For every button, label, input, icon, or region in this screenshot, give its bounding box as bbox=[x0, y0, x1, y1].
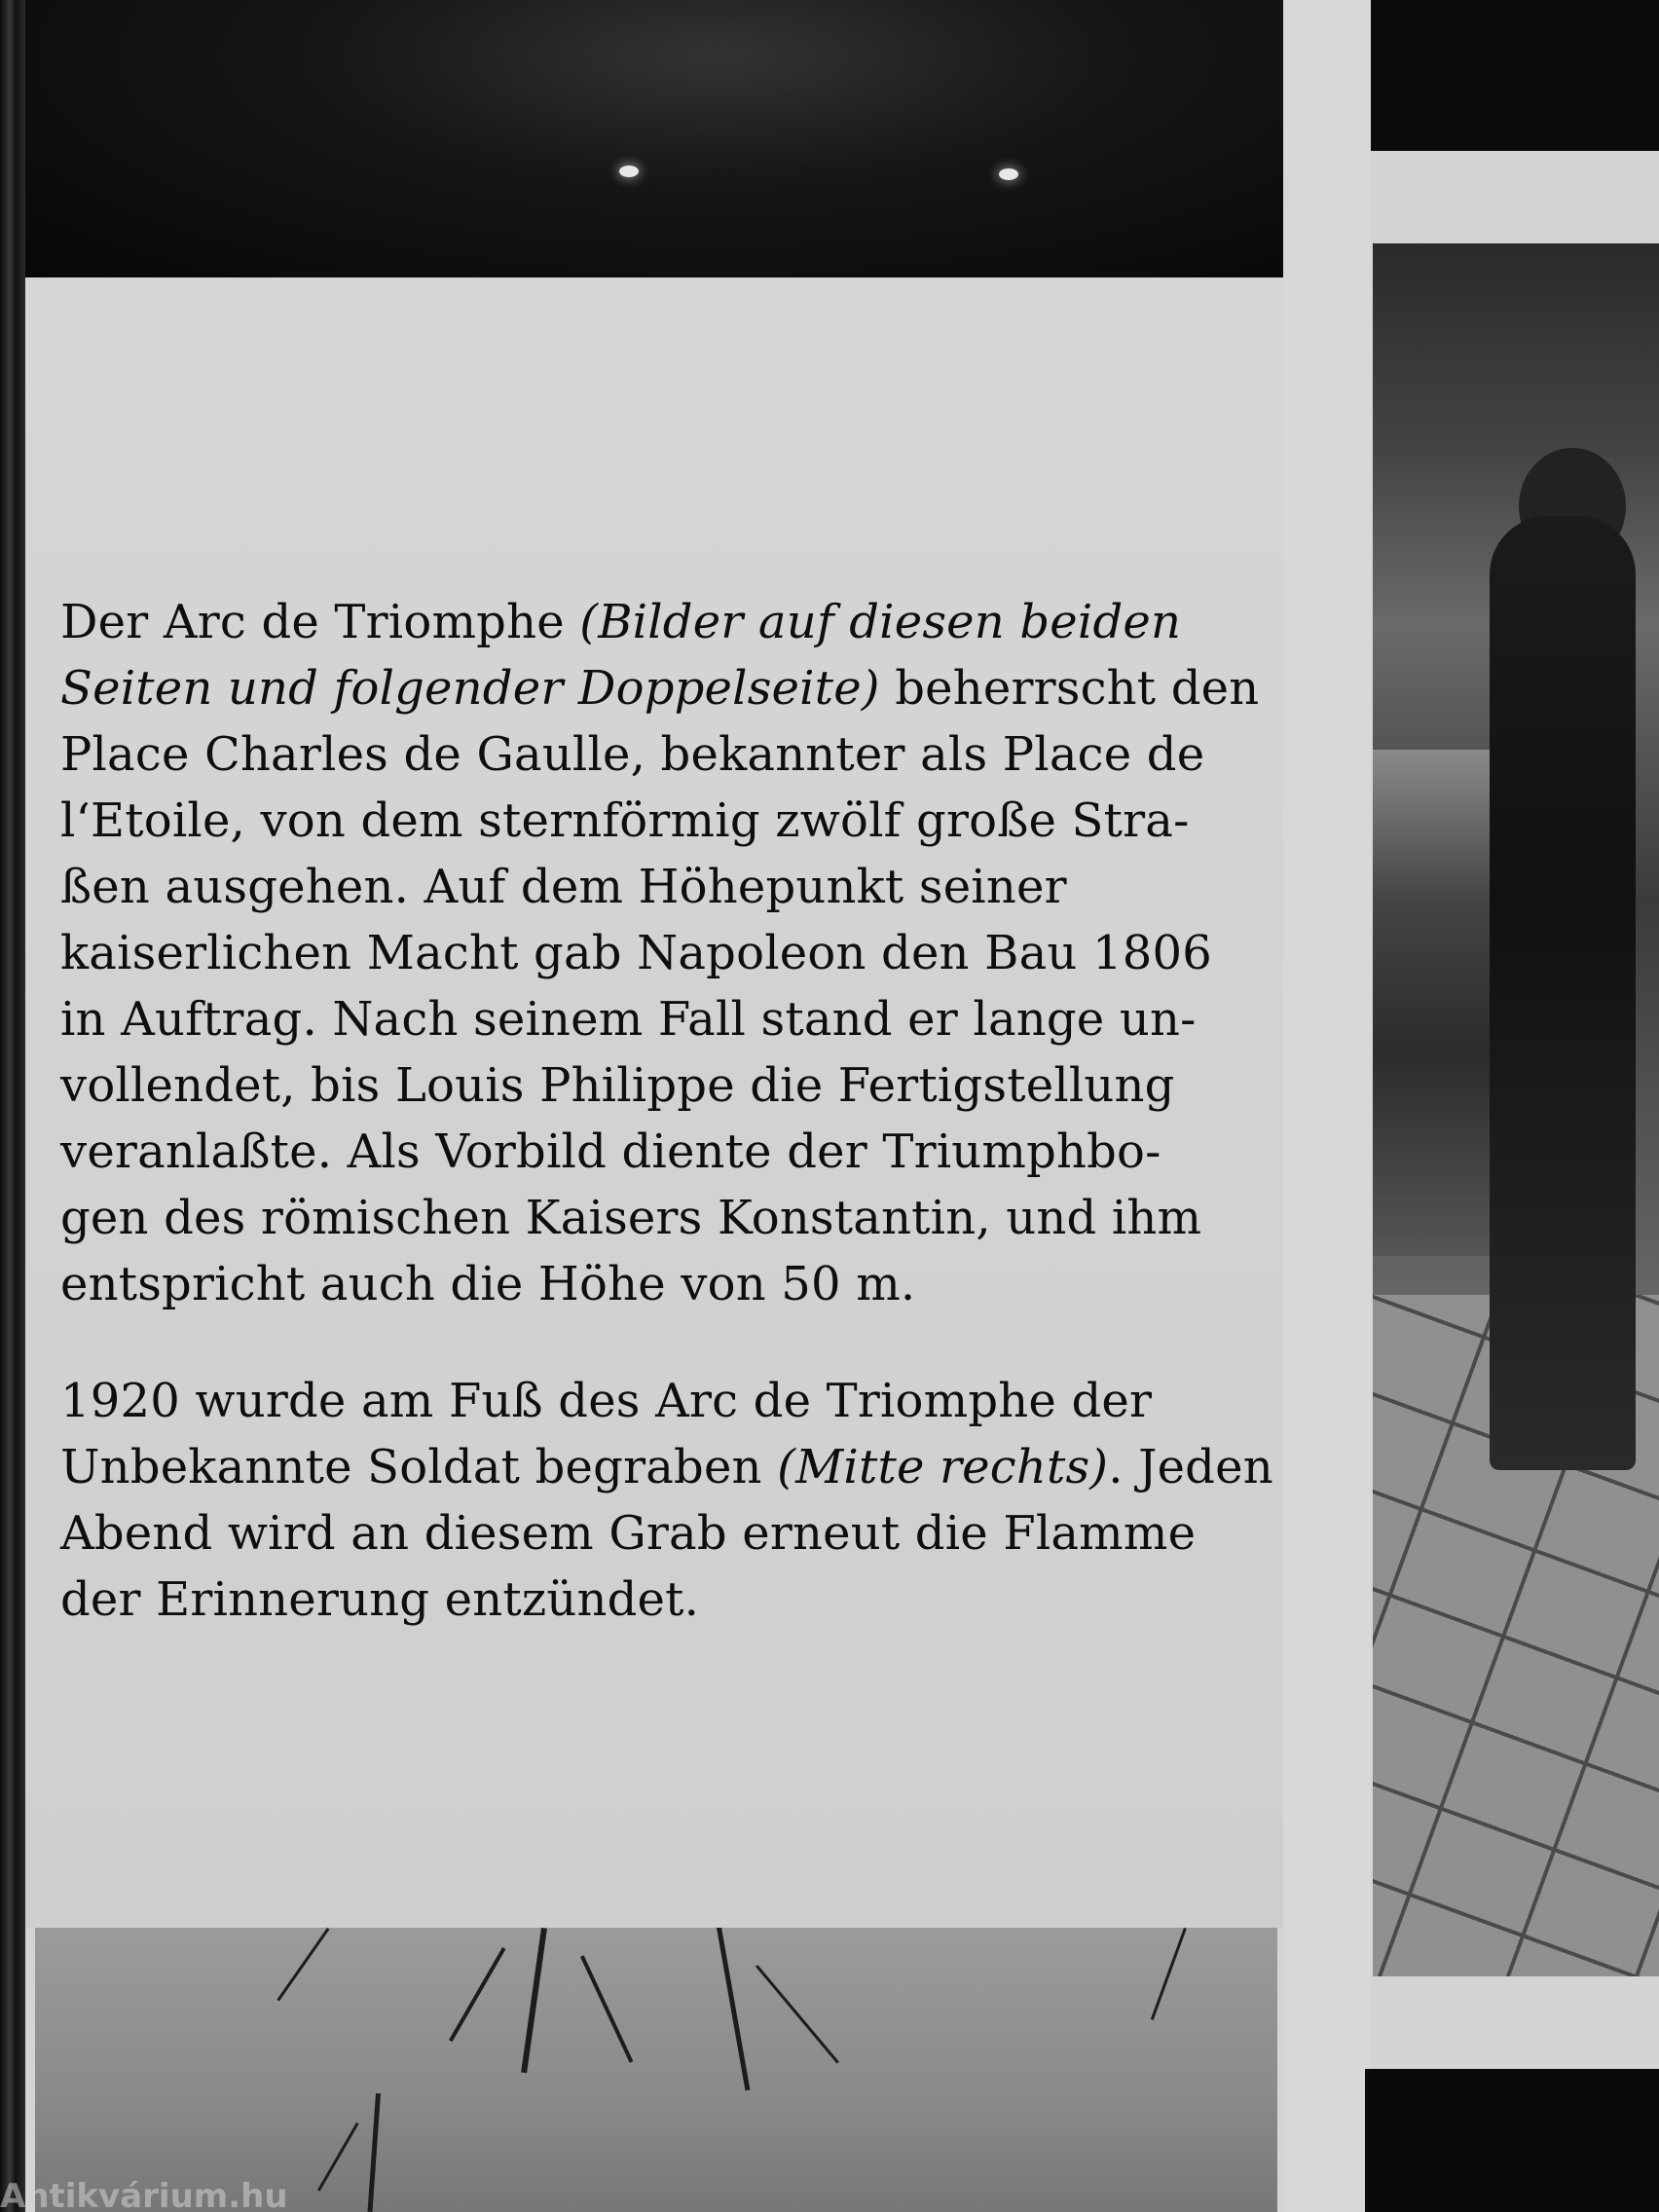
watermark: Antikvárium.hu bbox=[0, 2177, 288, 2212]
tree-branch bbox=[276, 1928, 329, 2001]
text-line bbox=[60, 655, 1287, 721]
right-gutter bbox=[1283, 0, 1371, 2212]
standing-person bbox=[1490, 516, 1636, 1470]
text-line: ßen ausgehen. Auf dem Höhepunkt seiner bbox=[60, 860, 1067, 914]
left-edge-photo bbox=[0, 0, 25, 2212]
text-line: in Auftrag. Nach seinem Fall stand er lange un- bbox=[60, 992, 1197, 1047]
bottom-trees-photo bbox=[35, 1928, 1277, 2212]
text-line bbox=[60, 589, 1287, 655]
italic-span: (Mitte rechts) bbox=[777, 1440, 1109, 1494]
paragraph-arc-de-triomphe bbox=[60, 589, 1287, 1317]
tree-branch bbox=[367, 2093, 380, 2212]
text-line bbox=[60, 1434, 1287, 1500]
tree-branch bbox=[521, 1928, 547, 2073]
text-line: kaiserlichen Macht gab Napoleon den Bau 1806 bbox=[60, 926, 1212, 980]
text-panel bbox=[25, 277, 1283, 1928]
text-span: . Jeden bbox=[1108, 1440, 1273, 1494]
right-top-photo bbox=[1371, 0, 1659, 151]
tree-branch bbox=[717, 1928, 750, 2090]
text-line: Abend wird an diesem Grab erneut die Flamme bbox=[60, 1506, 1197, 1561]
text-span: beherrscht den bbox=[879, 661, 1260, 716]
text-line: 1920 wurde am Fuß des Arc de Triomphe der bbox=[60, 1374, 1153, 1428]
tree-branch bbox=[1151, 1928, 1187, 2020]
right-bottom-photo bbox=[1365, 2069, 1659, 2212]
italic-span: Seiten und folgender Doppelseite) bbox=[60, 661, 880, 716]
tree-branch bbox=[317, 2122, 359, 2192]
right-street-photo bbox=[1373, 243, 1659, 1976]
tree-branch bbox=[580, 1955, 633, 2062]
text-line: l‘Etoile, von dem sternförmig zwölf große Stra- bbox=[60, 793, 1190, 848]
text-line: vollendet, bis Louis Philippe die Fertigstellung bbox=[60, 1058, 1175, 1113]
italic-span: (Bilder auf diesen beiden bbox=[579, 595, 1182, 649]
text-line: veranlaßte. Als Vorbild diente der Triumphbo- bbox=[60, 1124, 1161, 1179]
tree-branch bbox=[756, 1965, 839, 2064]
light-spot bbox=[619, 166, 639, 177]
text-line: der Erinnerung entzündet. bbox=[60, 1572, 700, 1627]
text-line: gen des römischen Kaisers Konstantin, und ihm bbox=[60, 1191, 1202, 1245]
text-span: Der Arc de Triomphe bbox=[60, 595, 580, 649]
top-night-photo bbox=[25, 0, 1283, 277]
text-line: Place Charles de Gaulle, bekannter als Place de bbox=[60, 727, 1205, 782]
tree-branch bbox=[449, 1947, 505, 2042]
text-span: Unbekannte Soldat begraben bbox=[60, 1440, 778, 1494]
light-spot bbox=[999, 168, 1018, 180]
seated-people bbox=[1373, 750, 1509, 1256]
paragraph-unknown-soldier bbox=[60, 1368, 1287, 1633]
text-line: entspricht auch die Höhe von 50 m. bbox=[60, 1257, 916, 1311]
